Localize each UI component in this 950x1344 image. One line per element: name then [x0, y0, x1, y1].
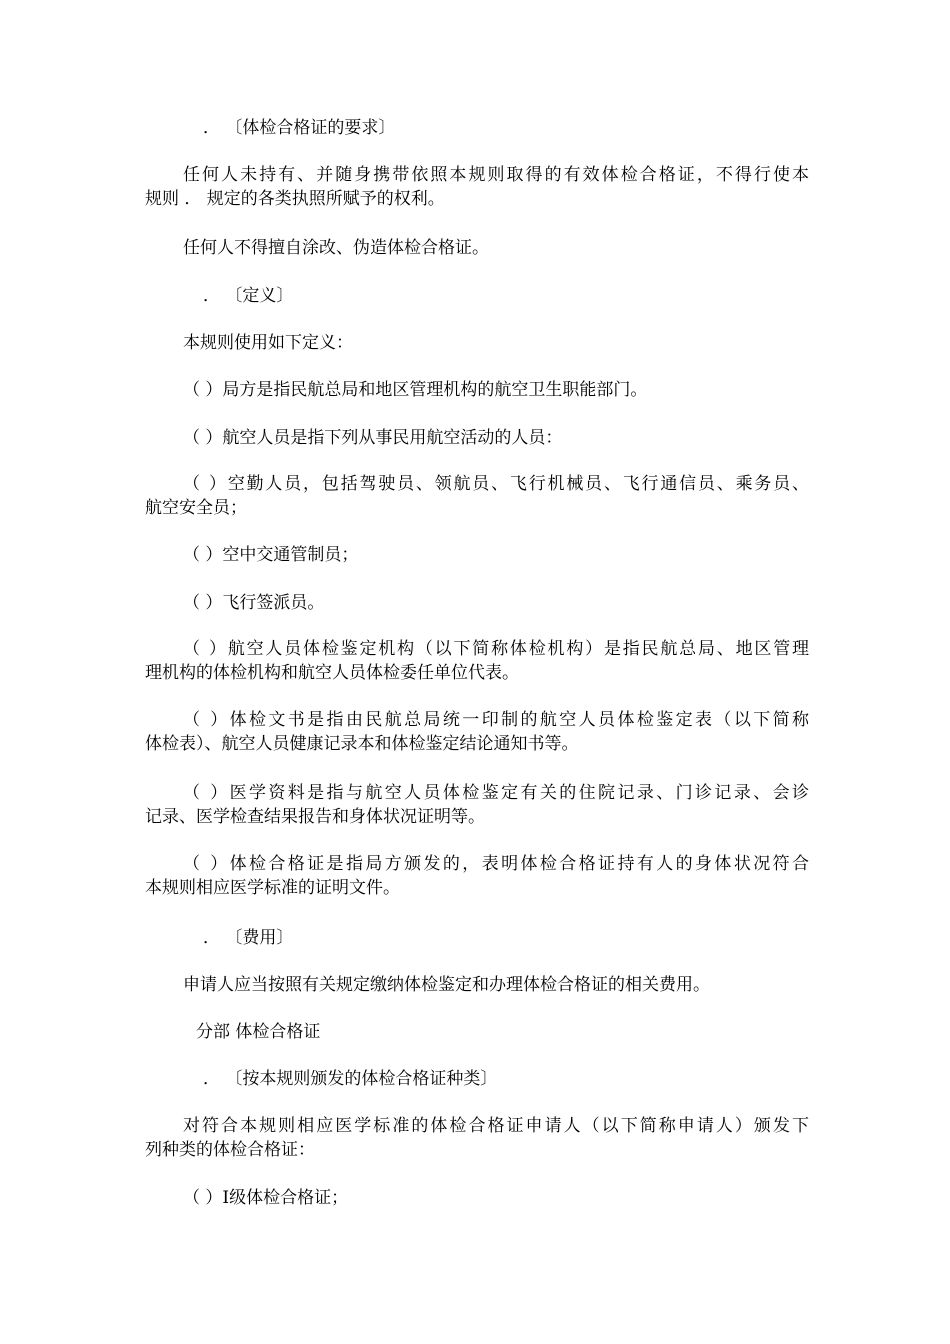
- definition-item-medical-institution: [145, 637, 809, 685]
- section-heading-definitions: ． 〔定义〕: [203, 286, 294, 306]
- paragraph-certificate-possession: [145, 163, 809, 211]
- paragraph-line: 列种类的体检合格证：: [145, 1140, 315, 1160]
- paragraph-line: 体检表）、航空人员健康记录本和体检鉴定结论通知书等。: [145, 734, 579, 754]
- paragraph-line: 对符合本规则相应医学标准的体检合格证申请人（以下简称申请人）颁发下: [183, 1116, 809, 1136]
- paragraph-certificate-types-intro: [145, 1114, 809, 1162]
- paragraph-line: 规则 ． 规定的各类执照所赋予的权利。: [145, 189, 445, 209]
- paragraph-line: 任何人未持有、并随身携带依照本规则取得的有效体检合格证，不得行使本: [183, 165, 809, 185]
- definition-item-medical-records: [145, 781, 809, 829]
- subpart-heading-medical-certificate: 分部 体检合格证: [196, 1022, 321, 1042]
- paragraph-line: 理机构的体检机构和航空人员体检委任单位代表。: [145, 663, 519, 683]
- definition-item-medical-certificate: [145, 852, 809, 900]
- paragraph-fees: 申请人应当按照有关规定缴纳体检鉴定和办理体检合格证的相关费用。: [183, 975, 710, 995]
- section-heading-medical-certificate-requirements: ． 〔体检合格证的要求〕: [203, 118, 396, 138]
- certificate-type-class-1: （ ）Ⅰ级体检合格证；: [183, 1188, 349, 1208]
- paragraph-line: （ ）体检合格证是指局方颁发的，表明体检合格证持有人的身体状况符合: [183, 854, 809, 874]
- definition-item-dispatcher: （ ）飞行签派员。: [183, 593, 325, 613]
- definition-item-authority: （ ）局方是指民航总局和地区管理机构的航空卫生职能部门。: [183, 380, 648, 400]
- paragraph-line: 航空安全员；: [145, 498, 247, 518]
- definition-item-aviation-personnel: （ ）航空人员是指下列从事民用航空活动的人员：: [183, 428, 563, 448]
- section-heading-fees: ． 〔费用〕: [203, 928, 294, 948]
- paragraph-line: （ ）体检文书是指由民航总局统一印制的航空人员体检鉴定表（以下简称: [183, 710, 809, 730]
- section-heading-certificate-types: ． 〔按本规则颁发的体检合格证种类〕: [203, 1069, 498, 1089]
- paragraph-line: （ ）航空人员体检鉴定机构（以下简称体检机构）是指民航总局、地区管理: [183, 639, 809, 659]
- paragraph-line: 记录、医学检查结果报告和身体状况证明等。: [145, 807, 485, 827]
- paragraph-line: 本规则相应医学标准的证明文件。: [145, 878, 400, 898]
- paragraph-line: （ ）空勤人员，包括驾驶员、领航员、飞行机械员、飞行通信员、乘务员、: [183, 474, 809, 494]
- paragraph-line: （ ）医学资料是指与航空人员体检鉴定有关的住院记录、门诊记录、会诊: [183, 783, 809, 803]
- definition-item-atc: （ ）空中交通管制员；: [183, 545, 359, 565]
- definition-item-aircrew: [145, 472, 809, 520]
- paragraph-no-alteration: 任何人不得擅自涂改、伪造体检合格证。: [183, 238, 489, 258]
- definition-item-medical-documents: [145, 708, 809, 756]
- paragraph-definitions-intro: 本规则使用如下定义：: [183, 333, 353, 353]
